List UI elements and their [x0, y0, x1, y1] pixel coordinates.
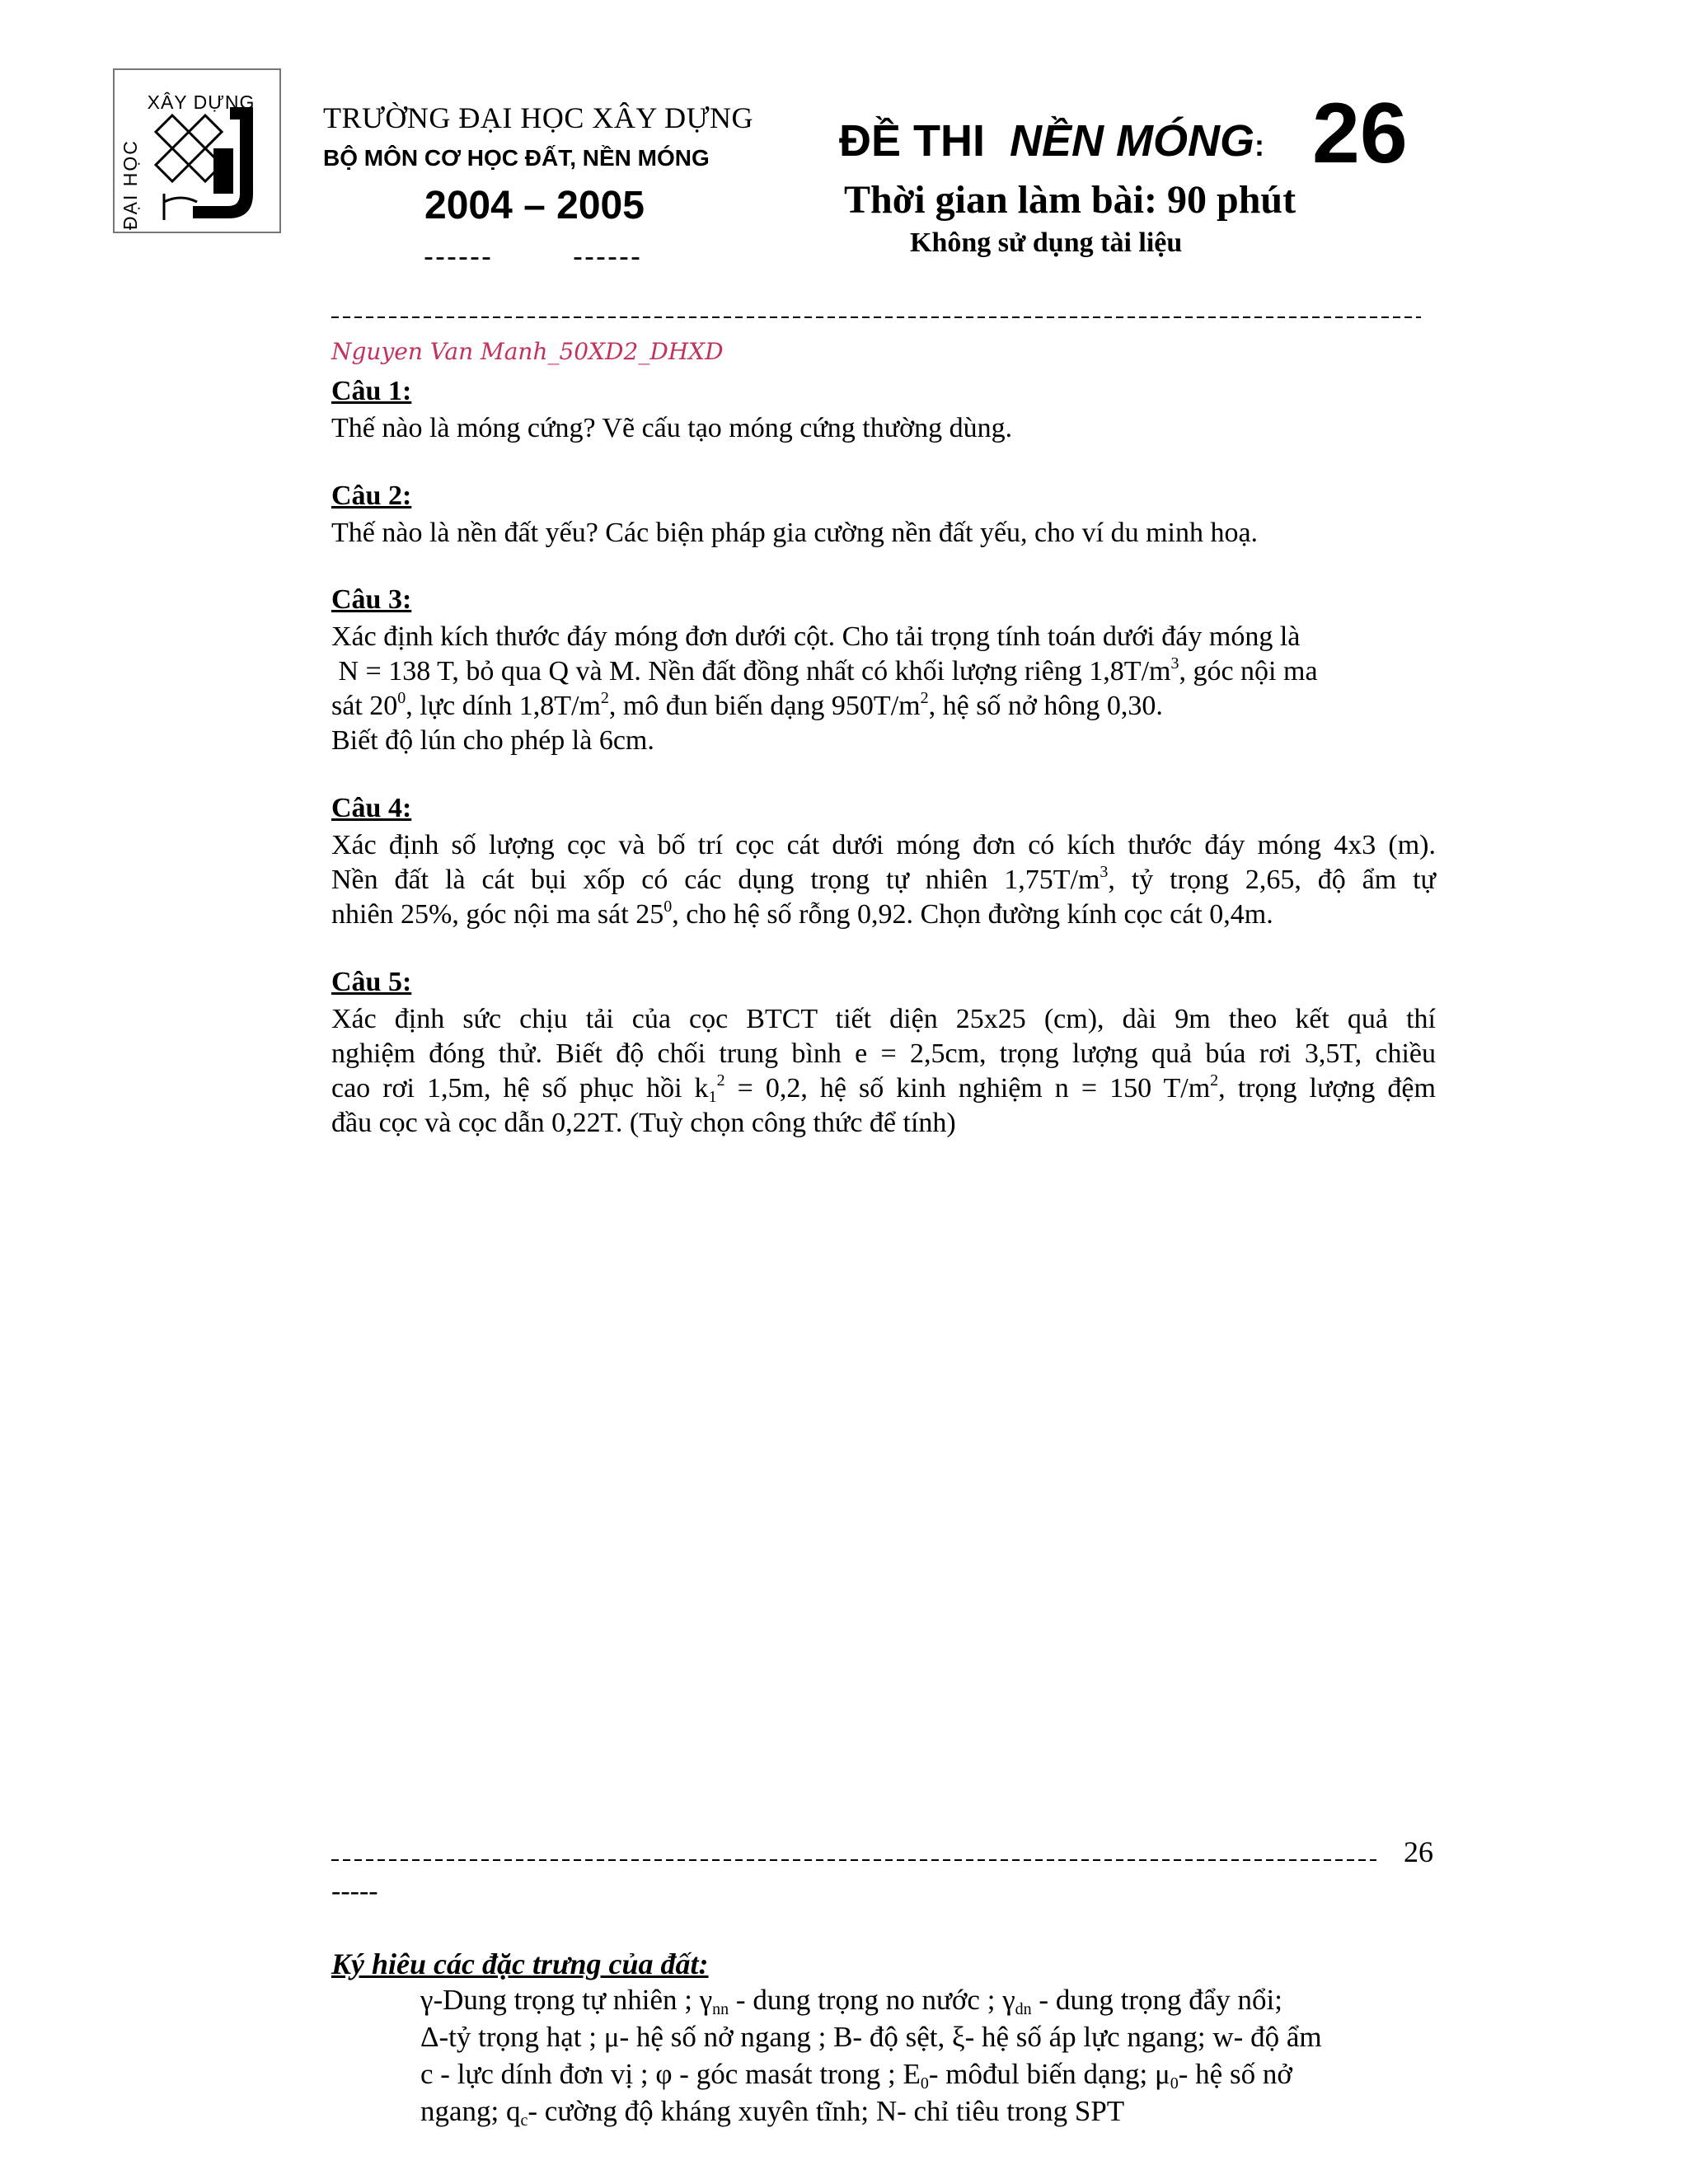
question-4-line-2 [331, 863, 1436, 898]
exam-colon: : [1254, 129, 1265, 162]
legend-text-f: - hệ số nở [1178, 2058, 1292, 2090]
q3-sup-a: 3 [1170, 654, 1179, 673]
q3-sup-c: 2 [600, 689, 609, 707]
q4-sup-b: 0 [663, 898, 673, 916]
legend-body [420, 1981, 1442, 2130]
q3-text-a: N = 138 T, bỏ qua Q và M. Nền đất đồng nhất có khối lượng riêng 1,8T/m [331, 656, 1171, 687]
q5-sup-b: 2 [1210, 1071, 1219, 1090]
question-2-line: Thế nào là nền đất yếu? Các biện pháp gia cường nền đất yếu, cho ví du minh hoạ. [331, 518, 1259, 548]
q5-sup-a: 2 [716, 1071, 725, 1090]
question-4-title: Câu 4: [331, 793, 412, 823]
footer-separator [331, 1859, 1376, 1861]
legend-line-4 [420, 2093, 1442, 2130]
q5-sub-a: 1 [708, 1088, 717, 1106]
legend-line-1 [420, 1981, 1442, 2018]
legend-text-b: - dung trọng no nước ; γ [729, 1984, 1015, 2016]
question-5-line-3 [331, 1071, 1436, 1106]
legend-text-c: - dung trọng đẩy nổi; [1031, 1984, 1282, 2016]
legend-sub-c: 0 [920, 2074, 929, 2093]
question-1-title: Câu 1: [331, 376, 412, 406]
question-1-line: Thế nào là móng cứng? Vẽ cấu tạo móng cứng thường dùng. [331, 413, 1013, 443]
q5-text-b: = 0,2, hệ số kinh nghiệm n = 150 T/m [724, 1073, 1211, 1104]
question-5-line-4: đầu cọc và cọc dẫn 0,22T. (Tuỳ chọn công thức để tính) [331, 1108, 956, 1138]
q4-text-d: , cho hệ số rỗng 0,92. Chọn đường kính cọc cát 0,4m. [672, 899, 1273, 930]
department-name: BỘ MÔN CƠ HỌC ĐẤT, NỀN MÓNG [323, 145, 710, 171]
legend-title: Ký hiêu các đặc trưng của đất: [331, 1947, 709, 1980]
q3-text-c: sát 20 [331, 691, 398, 721]
author-note: Nguyen Van Manh_50XD2_DHXD [331, 338, 724, 365]
legend-text-h: - cường độ kháng xuyên tĩnh; N- chỉ tiêu trong SPT [528, 2095, 1125, 2127]
question-5-body [331, 1002, 1436, 1141]
legend-sub-a: nn [712, 2000, 729, 2018]
legend-text-g: ngang; q [420, 2095, 521, 2127]
question-3-line-4: Biết độ lún cho phép là 6cm. [331, 725, 654, 756]
academic-year: 2004 – 2005 [424, 184, 645, 227]
logo-side-text: ĐẠI HỌC [120, 139, 141, 230]
q3-sup-b: 0 [397, 689, 406, 707]
q4-text-b: , tỷ trọng 2,65, độ ẩm tự [1108, 865, 1436, 895]
exam-number: 26 [1312, 86, 1408, 181]
q3-sup-d: 2 [920, 689, 929, 707]
legend-sub-e: c [520, 2111, 528, 2130]
university-logo [113, 68, 281, 233]
legend-text-d: c - lực dính đơn vị ; φ - góc masát trong ; E [420, 2058, 921, 2090]
question-3-line-3 [331, 689, 1436, 724]
no-documents-note: Không sử dụng tài liệu [910, 227, 1183, 258]
legend-text-a: γ-Dung trọng tự nhiên ; γ [420, 1984, 713, 2016]
q3-text-e: , mô đun biến dạng 950T/m [608, 691, 921, 721]
q5-text-a: cao rơi 1,5m, hệ số phục hồi k [331, 1073, 709, 1104]
q3-text-d: , lực dính 1,8T/m [406, 691, 601, 721]
question-3-line-2 [331, 654, 1436, 689]
header-separator [331, 316, 1421, 318]
question-3-title: Câu 3: [331, 584, 412, 615]
legend-line-3 [420, 2055, 1442, 2093]
exam-title [839, 115, 1264, 166]
footer-short-dashes: ----- [331, 1876, 378, 1906]
question-4-line-3 [331, 898, 1436, 932]
question-3-line-1: Xác định kích thước đáy móng đơn dưới cột. Cho tải trọng tính toán dưới đáy móng là [331, 621, 1301, 652]
q3-text-f: , hệ số nở hông 0,30. [928, 691, 1163, 721]
question-5-title: Câu 5: [331, 967, 412, 997]
legend-text-e: - môđul biến dạng; μ [928, 2058, 1170, 2090]
q4-text-c: nhiên 25%, góc nội ma sát 25 [331, 899, 664, 930]
legend-sub-b: dn [1015, 2000, 1032, 2018]
question-5-line-2: nghiệm đóng thử. Biết độ chối trung bình e = 2,5cm, trọng lượng quả búa rơi 3,5T, chiều [331, 1038, 1436, 1069]
time-allowed: Thời gian làm bài: 90 phút [844, 178, 1296, 222]
question-4-body [331, 828, 1436, 932]
exam-label: ĐỀ THI [839, 116, 986, 166]
legend-sub-d: 0 [1170, 2074, 1179, 2093]
logo-top-text: XÂY DỰNG [147, 91, 256, 113]
question-5-line-1: Xác định sức chịu tải của cọc BTCT tiết diện 25x25 (cm), dài 9m theo kết quả thí [331, 1004, 1436, 1034]
question-2-title: Câu 2: [331, 480, 412, 511]
legend-line-2: Δ-tỷ trọng hạt ; μ- hệ số nở ngang ; B- độ sệt, ξ- hệ số áp lực ngang; w- độ ẩm [420, 2021, 1322, 2053]
university-name: TRƯỜNG ĐẠI HỌC XÂY DỰNG [323, 101, 754, 134]
question-1-body [331, 411, 1436, 446]
q4-sup-a: 3 [1100, 863, 1109, 881]
q4-text-a: Nền đất là cát bụi xốp có các dụng trọng tự nhiên 1,75T/m [331, 865, 1100, 895]
exam-subject: NỀN MÓNG [1010, 116, 1255, 166]
header-dashes-right: ------ [573, 239, 642, 273]
question-3-body [331, 620, 1436, 758]
page-number: 26 [1404, 1835, 1433, 1868]
question-2-body [331, 516, 1436, 551]
q5-text-c: , trọng lượng đệm [1218, 1073, 1436, 1104]
header-dashes-left: ------ [424, 239, 493, 273]
q3-text-b: , góc nội ma [1179, 656, 1318, 687]
question-4-line-1: Xác định số lượng cọc và bố trí cọc cát dưới móng đơn có kích thước đáy móng 4x3 (m). [331, 830, 1436, 860]
